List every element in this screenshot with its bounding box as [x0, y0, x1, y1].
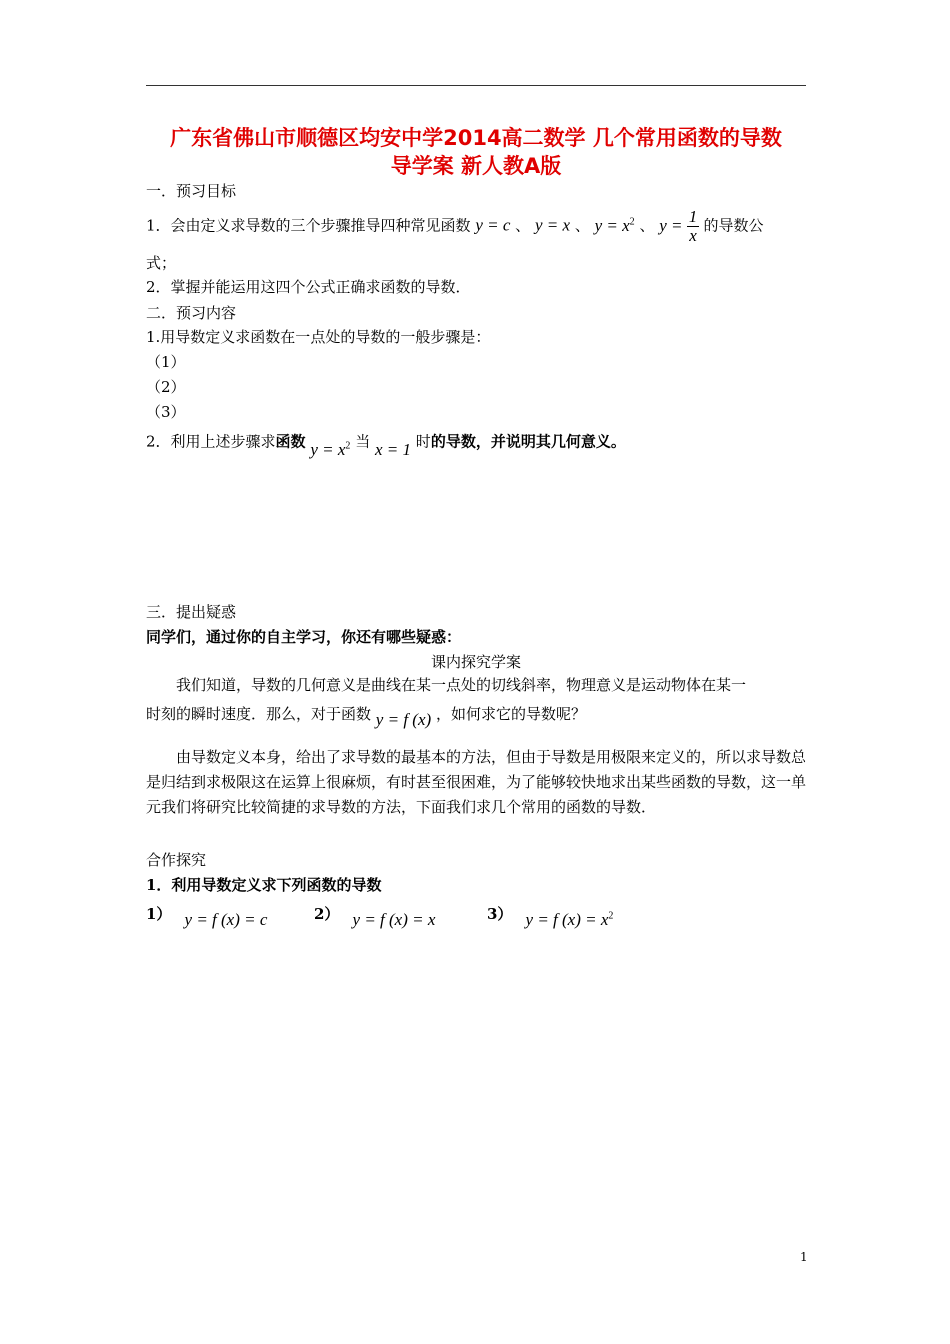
- objective-item1-suffix: 的导数公: [703, 216, 764, 235]
- doubts-prompt: 同学们，通过你的自主学习，你还有哪些疑惑：: [146, 628, 462, 646]
- separator: 、: [639, 216, 655, 235]
- header-rule: [146, 85, 806, 86]
- paragraph-1: 我们知道，导数的几何意义是曲线在某一点处的切线斜率，物理意义是运动物体在某一 时刻的瞬时速度．那么，对于函数 y = f (x) ，如何求它的导数呢？: [146, 676, 747, 729]
- step-3: （3）: [146, 403, 186, 421]
- exercise-2: 2） y = f (x) = x: [314, 905, 436, 929]
- formula-y-x2: $y = x^2$: [594, 215, 635, 235]
- separator: 、: [574, 216, 590, 235]
- coop-heading: 合作探究: [146, 851, 207, 869]
- separator: 、: [515, 216, 531, 235]
- page-number: 1: [800, 1250, 808, 1264]
- formula-y-c: y = c: [475, 215, 511, 235]
- preview-question2: 2．利用上述步骤求函数 $y = x^2$ 当 x = 1 时的导数，并说明其几何意义。: [146, 432, 626, 459]
- step-2: （2）: [146, 378, 186, 396]
- objective-item1: [146, 202, 764, 246]
- exercise-3: 3） y = f $(x) = x^2$: [487, 905, 614, 929]
- objective-item1-cont: 式；: [146, 254, 177, 272]
- formula-y-x: y = x: [534, 215, 571, 235]
- exercise-1: 1） y = f (x) = c: [146, 905, 268, 929]
- coop-question1: 1．利用导数定义求下列函数的导数: [146, 876, 382, 894]
- step-1: （1）: [146, 353, 186, 371]
- objective-item1-text: 1．会由定义求导数的三个步骤推导四种常见函数: [146, 216, 471, 235]
- section1-heading: 一．预习目标: [146, 182, 237, 200]
- objective-item2: 2．掌握并能运用这四个公式正确求函数的导数．: [146, 278, 471, 296]
- preview-question1: 1.用导数定义求函数在一点处的导数的一般步骤是：: [146, 328, 491, 346]
- section3-heading: 三．提出疑惑: [146, 603, 237, 621]
- section2-heading: 二．预习内容: [146, 304, 237, 322]
- doc-title-line2: 导学案 新人教A版: [390, 154, 562, 178]
- formula-y-1-over-x: y = $\frac{1}{x}$: [659, 207, 698, 246]
- paragraph-2: 由导数定义本身，给出了求导数的最基本的方法，但由于导数是用极限来定义的，所以求导数总是归结到求极限这在运算上很麻烦，有时甚至很困难，为了能够较快地求出某些函数的导数，这一单元我们将研究比较简捷的求导数的方法，下面我们求几个常用的函数的导数．: [146, 748, 807, 816]
- class-title: 课内探究学案: [430, 653, 521, 671]
- doc-title-line1: 广东省佛山市顺德区均安中学2014高二数学 几个常用函数的导数: [170, 126, 782, 150]
